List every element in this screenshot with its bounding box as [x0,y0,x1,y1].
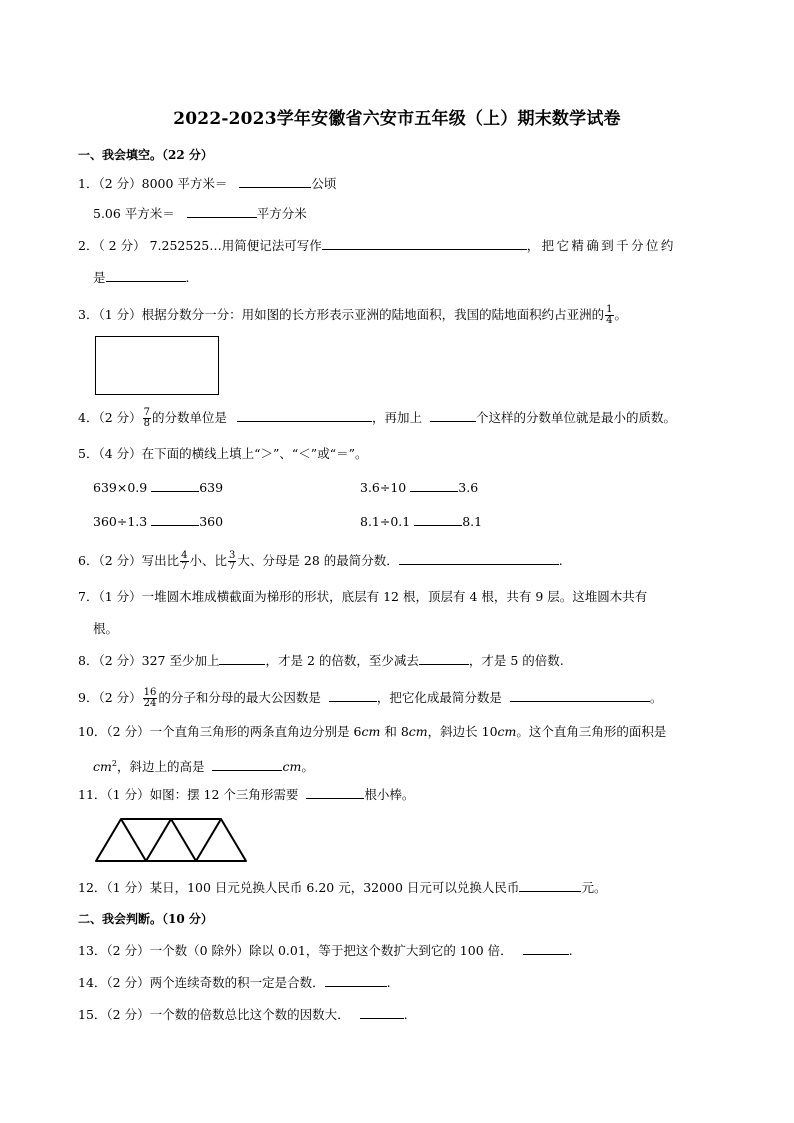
q12-a: 12．（1 分）某日，100 日元兑换人民币 6.20 元，32000 日元可以兑换人民币 [78,880,520,895]
q13-b: . [568,943,573,958]
q6-mid: 小、比 [189,553,228,568]
q5-r1a-left: 639×0.9 [93,480,148,495]
q1-unit-2: 平方分米 [256,206,307,221]
q3-frac-den: 4 [606,315,613,326]
q5-row1-right [360,479,478,497]
question-13 [78,942,573,960]
section-2-heading: 二、我会判断。（10 分） [78,912,213,926]
q8-blank-1[interactable] [219,652,265,665]
q6-tail: 大、分母是 28 的最简分数． [237,553,399,568]
question-9 [78,688,662,709]
question-2 [78,237,676,255]
q15-a: 15．（2 分）一个数的倍数总比这个数的因数大． [78,1007,350,1022]
q10-a2: 和 8 [380,724,409,739]
question-6 [78,551,563,572]
q8-a: 8．（2 分）327 至少加上 [78,653,220,668]
q1-unit-1: 公顷 [311,176,337,191]
q12-b: 元。 [581,880,607,895]
q9-blank-2[interactable] [510,689,650,702]
q10-blank[interactable] [212,758,282,771]
q11-b: 根小棒。 [364,787,415,802]
q5-r1a-right: 639 [199,480,224,495]
q6-pre: 6．（2 分）写出比 [78,553,180,568]
q10-unit-3: cm [497,724,517,739]
q8-b: ，才是 2 的倍数，至少减去 [265,653,419,668]
q3-fraction [605,305,613,326]
q11-blank[interactable] [306,786,364,799]
question-10 [78,723,666,741]
q2b-text: 是 [93,270,106,285]
q13-a: 13．（2 分）一个数（0 除外）除以 0.01，等于把这个数扩大到它的 100 倍． [78,943,513,958]
q14-blank[interactable] [325,974,387,987]
q6-frac1-den: 7 [181,561,188,572]
q15-b: . [403,1007,408,1022]
q5-r1b-right: 3.6 [458,480,479,495]
q6-fraction-2 [228,551,236,572]
q9-fraction [143,688,158,709]
q3-text: 3．（1 分）根据分数分一分：用如图的长方形表示亚洲的陆地面积，我国的陆地面积约占亚洲的 [78,307,605,322]
q14-b: . [386,975,391,990]
q4-pre: 4．（2 分） [78,410,142,425]
q11-a: 11．（1 分）如图：摆 12 个三角形需要 [78,787,299,802]
q10-b-tail: 。 [301,759,314,775]
q3-frac-num: 1 [606,304,613,315]
q8-c: ，才是 5 的倍数. [468,653,564,668]
question-2b [93,269,190,287]
q5-r2a-right: 360 [199,514,224,529]
q1-blank-1[interactable] [239,175,311,188]
q14-a: 14．（2 分）两个连续奇数的积一定是合数． [78,975,325,990]
q5-r2a-left: 360÷1.3 [93,514,148,529]
q5-r1b-left: 3.6÷10 [360,480,407,495]
q6-end: . [558,553,563,568]
q5-row1-left [93,479,223,497]
q10-a4: 。这个直角三角形的面积是 [516,724,667,739]
q2-blank-2[interactable] [106,269,186,282]
q9-mid: 的分子和分母的最大公因数是 [158,690,321,705]
q5-row2-right [360,513,482,531]
q4-tail: 个这样的分数单位就是最小的质数。 [476,410,677,425]
question-10b [93,755,314,776]
q9-frac-num: 16 [143,687,157,698]
q2b-tail: . [185,270,190,285]
q9-blank-1[interactable] [329,689,377,702]
q5-row2-left [93,513,223,531]
q10-height-unit: cm [282,759,302,775]
q9-tail: 。 [649,690,663,705]
q10-unit-1: cm [361,724,381,739]
q10-a3: ，斜边长 10 [427,724,498,739]
q5-blank-4[interactable] [414,513,462,526]
question-3 [78,305,627,326]
q1-blank-2[interactable] [187,205,257,218]
q10-b: ，斜边上的高是 [116,759,205,775]
q4-blank-1[interactable] [237,409,372,422]
question-14 [78,974,391,992]
q8-blank-2[interactable] [419,652,469,665]
question-1b [93,205,307,223]
question-15 [78,1006,408,1024]
q1-text: 1．（2 分）8000 平方米＝ [78,176,228,191]
q2-tail: ，把它精确到千分位约 [526,238,676,253]
q6-frac1-num: 4 [181,550,188,561]
question-7: 7．（1 分）一堆圆木堆成横截面为梯形的形状，底层有 12 根，顶层有 4 根，共有 9 层。这堆圆木共有 [78,589,648,604]
q3-rectangle-figure [95,336,219,395]
q3-tail: 。 [614,307,628,322]
q10-area-unit-sup: 2 [111,759,117,768]
section-1-heading: 一、我会填空。（22 分） [78,148,213,162]
question-4 [78,408,676,429]
question-11 [78,786,414,804]
question-8 [78,652,564,670]
q1b-text: 5.06 平方米＝ [93,206,175,221]
q10-area-unit: cm [93,759,112,775]
q6-frac2-num: 3 [229,550,236,561]
question-7b: 根。 [93,621,119,636]
q5-blank-1[interactable] [151,479,199,492]
q9-frac-den: 24 [143,698,157,709]
q2-blank-1[interactable] [322,237,527,250]
question-5: 5．（4 分）在下面的横线上填上“＞”、“＜”或“＝”。 [78,446,368,461]
q15-blank[interactable] [360,1006,404,1019]
q12-blank[interactable] [519,879,581,892]
question-12 [78,879,606,897]
q5-blank-3[interactable] [151,513,199,526]
q6-fraction-1 [180,551,188,572]
exam-title: 2022-2023学年安徽省六安市五年级（上）期末数学试卷 [173,109,621,129]
q10-unit-2: cm [408,724,428,739]
q5-blank-2[interactable] [410,479,458,492]
q6-frac2-den: 7 [229,561,236,572]
question-1 [78,175,336,193]
q2-text: 2．（ 2 分） 7.252525…用简便记法可写作 [78,238,322,253]
q10-a: 10．（2 分）一个直角三角形的两条直角边分别是 6 [78,724,362,739]
q9-mid2: ，把它化成最简分数是 [376,690,502,705]
q13-blank[interactable] [523,942,569,955]
q11-triangle-figure [93,816,253,864]
q5-r2b-left: 8.1÷0.1 [360,514,411,529]
q4-mid2: ，再加上 [372,410,423,425]
q4-mid: 的分数单位是 [152,410,228,425]
q5-r2b-right: 8.1 [462,514,483,529]
q6-blank[interactable] [399,552,559,565]
q4-blank-2[interactable] [430,409,476,422]
q4-fraction [143,408,151,429]
q9-pre: 9．（2 分） [78,690,142,705]
q4-frac-num: 7 [143,407,151,418]
q4-frac-den: 8 [143,418,151,429]
